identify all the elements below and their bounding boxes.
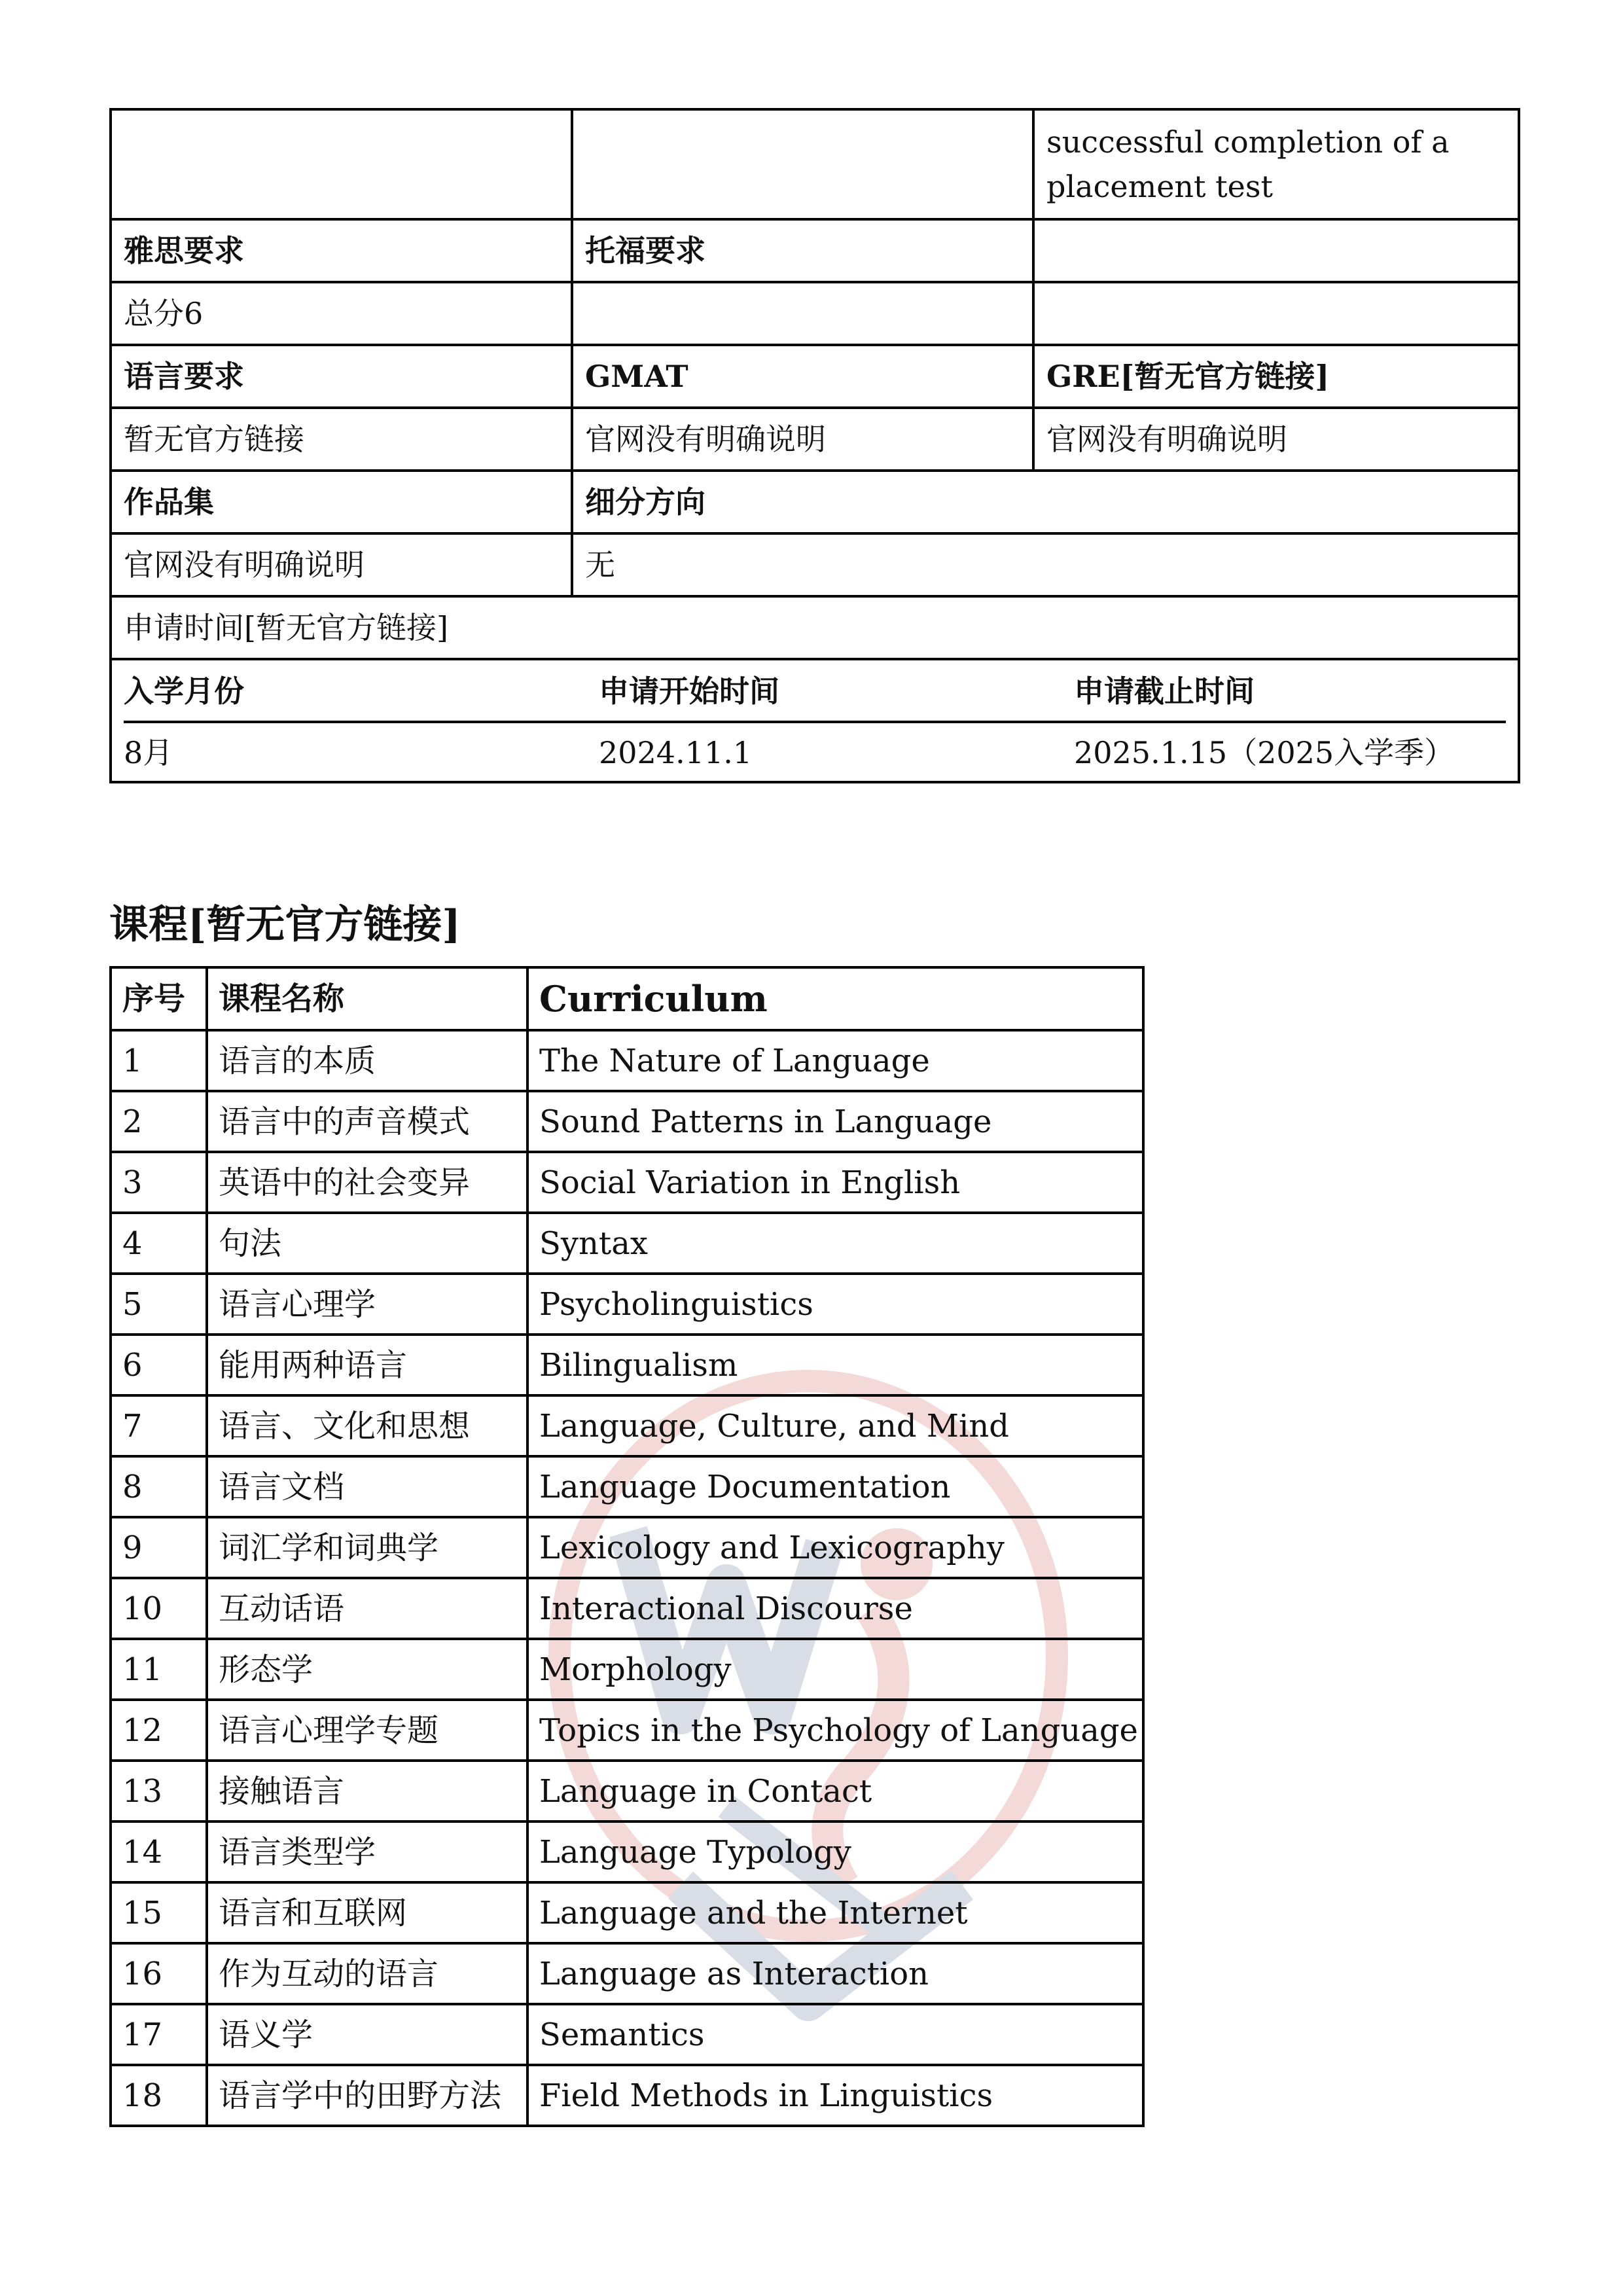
table-row <box>111 471 1519 533</box>
course-name-en: Social Variation in English <box>527 1152 1143 1213</box>
course-name-en: Bilingualism <box>527 1335 1143 1395</box>
course-name-zh: 语言学中的田野方法 <box>207 2065 527 2126</box>
course-index: 13 <box>111 1761 207 1821</box>
table-cell <box>1033 219 1519 282</box>
course-name-en: Language and the Internet <box>527 1882 1143 1943</box>
course-index: 15 <box>111 1882 207 1943</box>
intake-month-value: 8月 <box>124 735 173 770</box>
table-row <box>111 1152 1143 1213</box>
table-row <box>111 1395 1143 1456</box>
table-row <box>111 1335 1143 1395</box>
course-name-zh: 语言中的声音模式 <box>207 1091 527 1152</box>
table-row <box>111 408 1519 471</box>
ielts-value: 总分6 <box>111 282 572 345</box>
table-row <box>111 345 1519 408</box>
gmat-value: 官网没有明确说明 <box>572 408 1033 471</box>
gre-value: 官网没有明确说明 <box>1033 408 1519 471</box>
course-index: 4 <box>111 1213 207 1274</box>
table-cell <box>572 109 1033 219</box>
index-header: 序号 <box>111 967 207 1030</box>
table-row <box>111 1943 1143 2004</box>
course-name-en: Language as Interaction <box>527 1943 1143 2004</box>
intake-value-row <box>124 722 1506 774</box>
course-index: 10 <box>111 1578 207 1639</box>
application-deadline-value: 2025.1.15（2025入学季） <box>1074 735 1455 770</box>
table-row <box>111 1274 1143 1335</box>
table-row <box>111 1639 1143 1700</box>
course-name-en: Morphology <box>527 1639 1143 1700</box>
course-name-en: Syntax <box>527 1213 1143 1274</box>
course-name-en: Language in Contact <box>527 1761 1143 1821</box>
course-name-zh: 词汇学和词典学 <box>207 1517 527 1578</box>
application-deadline-header: 申请截止时间 <box>1074 668 1506 722</box>
toefl-value <box>572 282 1033 345</box>
table-row <box>111 533 1519 596</box>
table-row <box>111 2065 1143 2126</box>
course-name-zh: 能用两种语言 <box>207 1335 527 1395</box>
course-name-zh: 接触语言 <box>207 1761 527 1821</box>
course-index: 12 <box>111 1700 207 1761</box>
table-row <box>111 1700 1143 1761</box>
table-row <box>111 1821 1143 1882</box>
course-name-en: Semantics <box>527 2004 1143 2065</box>
language-value: 暂无官方链接 <box>111 408 572 471</box>
curriculum-header: Curriculum <box>527 967 1143 1030</box>
table-row <box>111 282 1519 345</box>
course-name-zh: 语言的本质 <box>207 1030 527 1091</box>
table-row <box>111 1882 1143 1943</box>
intake-month-header: 入学月份 <box>124 668 599 722</box>
course-name-zh: 语言心理学 <box>207 1274 527 1335</box>
curriculum-header-row <box>111 967 1143 1030</box>
application-start-value: 2024.11.1 <box>599 735 753 770</box>
table-row <box>111 1456 1143 1517</box>
course-name-zh: 作为互动的语言 <box>207 1943 527 2004</box>
course-name-zh: 语言文档 <box>207 1456 527 1517</box>
direction-label: 细分方向 <box>572 471 1519 533</box>
table-row <box>111 1030 1143 1091</box>
table-row <box>111 1091 1143 1152</box>
intake-table <box>124 668 1506 774</box>
course-index: 8 <box>111 1456 207 1517</box>
course-name-zh: 互动话语 <box>207 1578 527 1639</box>
curriculum-title: 课程[暂无官方链接] <box>109 902 461 948</box>
course-name-zh: 语言心理学专题 <box>207 1700 527 1761</box>
course-name-en: Sound Patterns in Language <box>527 1091 1143 1152</box>
table-row <box>111 109 1519 219</box>
table-cell <box>111 109 572 219</box>
course-name-en: Language Documentation <box>527 1456 1143 1517</box>
course-name-zh: 形态学 <box>207 1639 527 1700</box>
gmat-label: GMAT <box>572 345 1033 408</box>
ielts-label: 雅思要求 <box>111 219 572 282</box>
table-cell <box>1033 282 1519 345</box>
course-name-zh: 语言和互联网 <box>207 1882 527 1943</box>
curriculum-table <box>109 966 1145 2127</box>
course-index: 6 <box>111 1335 207 1395</box>
course-name-en: Psycholinguistics <box>527 1274 1143 1335</box>
table-row <box>111 1578 1143 1639</box>
requirements-table <box>109 108 1520 783</box>
course-name-en: Field Methods in Linguistics <box>527 2065 1143 2126</box>
intake-cell <box>111 659 1519 782</box>
course-index: 5 <box>111 1274 207 1335</box>
direction-value: 无 <box>572 533 1519 596</box>
course-index: 11 <box>111 1639 207 1700</box>
table-row <box>111 2004 1143 2065</box>
table-row <box>111 596 1519 659</box>
table-row <box>111 1517 1143 1578</box>
course-name-en: Lexicology and Lexicography <box>527 1517 1143 1578</box>
language-label: 语言要求 <box>111 345 572 408</box>
portfolio-label: 作品集 <box>111 471 572 533</box>
course-index: 1 <box>111 1030 207 1091</box>
portfolio-value: 官网没有明确说明 <box>111 533 572 596</box>
course-index: 17 <box>111 2004 207 2065</box>
application-start-header: 申请开始时间 <box>599 668 1074 722</box>
table-row <box>111 1761 1143 1821</box>
course-index: 7 <box>111 1395 207 1456</box>
course-name-en: Topics in the Psychology of Language <box>527 1700 1143 1761</box>
course-name-en: Interactional Discourse <box>527 1578 1143 1639</box>
course-index: 9 <box>111 1517 207 1578</box>
course-index: 18 <box>111 2065 207 2126</box>
intake-header-row <box>124 668 1506 722</box>
course-name-en: Language, Culture, and Mind <box>527 1395 1143 1456</box>
placement-test-note: successful completion of a placement test <box>1033 109 1519 219</box>
course-name-zh: 语言类型学 <box>207 1821 527 1882</box>
course-name-zh: 语义学 <box>207 2004 527 2065</box>
course-index: 3 <box>111 1152 207 1213</box>
gre-label: GRE[暂无官方链接] <box>1033 345 1519 408</box>
course-name-header: 课程名称 <box>207 967 527 1030</box>
course-name-en: The Nature of Language <box>527 1030 1143 1091</box>
course-name-zh: 语言、文化和思想 <box>207 1395 527 1456</box>
table-row <box>111 659 1519 782</box>
course-name-zh: 句法 <box>207 1213 527 1274</box>
course-index: 2 <box>111 1091 207 1152</box>
course-name-zh: 英语中的社会变异 <box>207 1152 527 1213</box>
table-row <box>111 1213 1143 1274</box>
toefl-label: 托福要求 <box>572 219 1033 282</box>
application-time-label: 申请时间[暂无官方链接] <box>111 596 1519 659</box>
course-index: 16 <box>111 1943 207 2004</box>
course-name-en: Language Typology <box>527 1821 1143 1882</box>
table-row <box>111 219 1519 282</box>
course-index: 14 <box>111 1821 207 1882</box>
